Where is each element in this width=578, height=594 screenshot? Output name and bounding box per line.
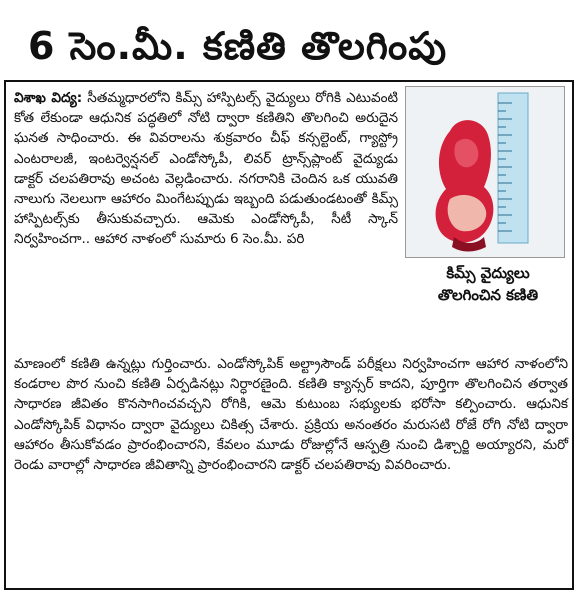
caption-line-1: కిమ్స్ వైద్యులు	[446, 264, 530, 282]
article-paragraph-top: సీతమ్మధారలోని కిమ్స్ హాస్పిటల్స్ వైద్యులు రోగికి ఎటువంటి కోత లేకుండా ఆధునిక పద్ధతిలో నోటి ద్వారా కణితిని తొలగించి అరుదైన ఘనత సాధించారు. ఈ వివరాలను శుక్రవారం చీఫ్ కన్సల్టెంట్, గ్యాస్ట్రో ఎంటరాలజీ, ఇంటర్వెన్షనల్ ఎండోస్కోపీ, లివర్ ట్రాన్స్‌ప్లాంట్ వైద్యుడు డాక్టర్ చలపతిరావు అచంట వెల్లడించారు. నగరానికి చెందిన ఒక యువతి నాలుగు నెలలుగా ఆహారం మింగేటప్పుడు ఇబ్బంది పడుతుండటంతో కిమ్స్ హాస్పిటల్స్‌కు తీసుకువచ్చారు. ఆమెకు ఎండోస్కోపీ, సీటీ స్కాన్ నిర్వహించగా.. ఆహార నాళంలో సుమారు 6 సెం.మీ. పరి	[14, 90, 398, 248]
dateline: విశాఖ విద్య:	[14, 90, 83, 106]
measuring-scale	[498, 93, 528, 243]
headline: 6 సెం.మీ. కణితి తొలగింపు	[28, 24, 448, 68]
caption-line-2: తొలగించిన కణితి	[437, 286, 539, 304]
tumor-photo-image	[406, 87, 565, 258]
photo-caption	[405, 262, 571, 306]
article-paragraph-bottom: మాణంలో కణితి ఉన్నట్లు గుర్తించారు. ఎండోస్కోపిక్ అల్ట్రాసౌండ్ పరీక్షలు నిర్వహించగా ఆహార నాళంలోని కండరాల పొర నుంచి కణితి ఏర్పడినట్లు నిర్ధారణైంది. కణితి క్యాన్సర్ కాదని, పూర్తిగా తొలగించిన తర్వాత సాధారణ జీవితం కొనసాగించవచ్చని రోగికి, ఆమె కుటుంబ సభ్యులకు భరోసా కల్పించారు. ఆధునిక ఎండోస్కోపిక్ విధానం ద్వారా వైద్యులు చికిత్స చేశారు. ప్రక్రియ అనంతరం మరుసటి రోజే రోగి నోటి ద్వారా ఆహారం తీసుకోవడం ప్రారంభించారని, కేవలం మూడు రోజుల్లోనే ఆస్పత్రి నుంచి డిశ్చార్జి అయ్యారని, మరో రెండు వారాల్లో సాధారణ జీవితాన్ని ప్రారంభించారని డాక్టర్ చలపతిరావు వివరించారు.	[14, 356, 568, 474]
tumor-photo	[405, 86, 565, 258]
